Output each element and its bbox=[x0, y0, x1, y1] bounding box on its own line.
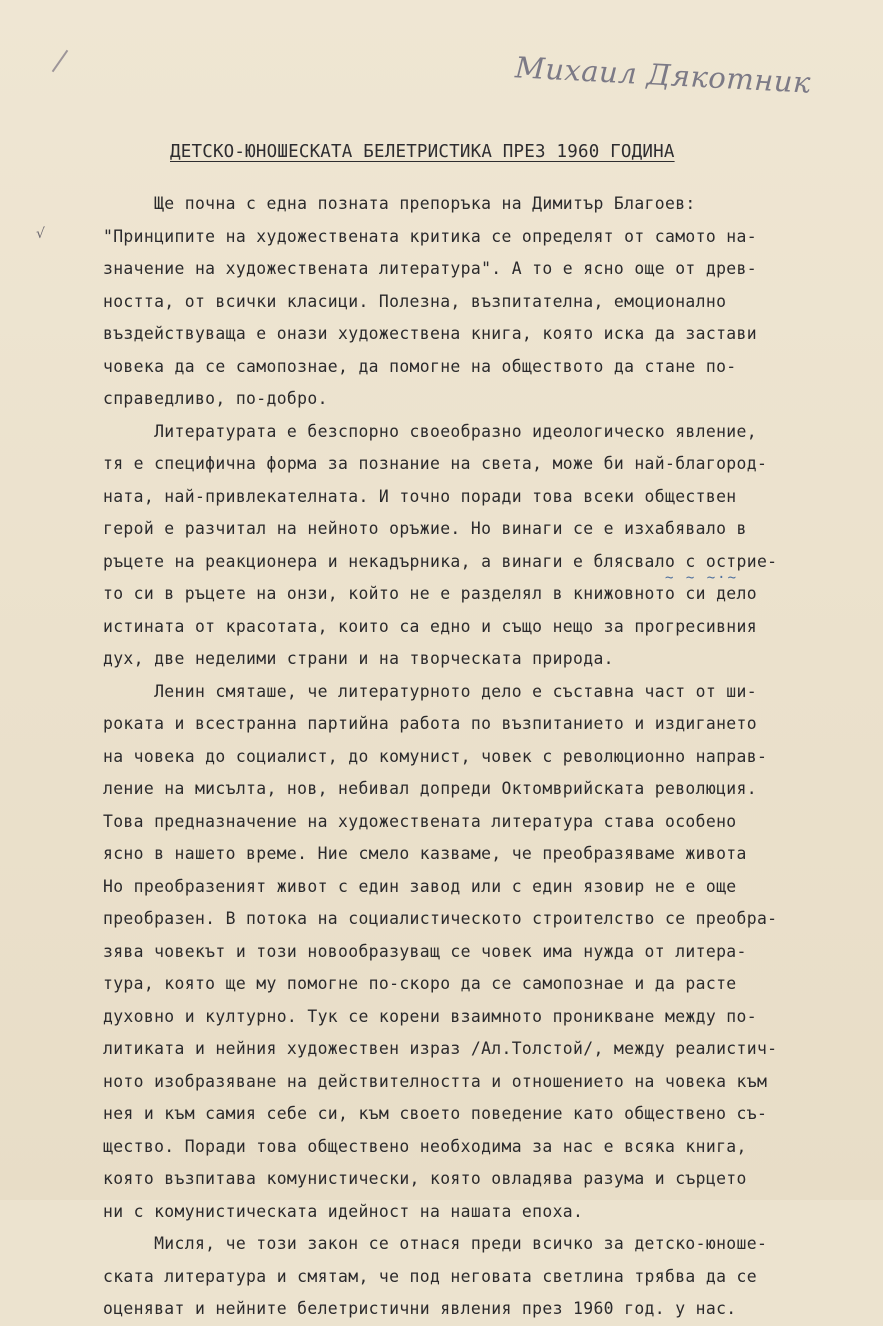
text-line: Мисля, че този закон се отнася преди всичко за детско-юноше- bbox=[103, 1234, 768, 1253]
text-line: човека да се самопознае, да помогне на обществото да стане по- bbox=[103, 356, 737, 376]
text-line: на човека до социалист, до комунист, човек с революционно направ- bbox=[103, 746, 768, 766]
text-line: герой е разчитал на нейното оръжие. Но винаги се е изхабявало в bbox=[103, 519, 747, 538]
ink-scribble-mark: ~ ~ ~·~ bbox=[665, 570, 739, 586]
text-line: ление на мисълта, нов, небивал допреди Октомврийската революция. bbox=[103, 779, 757, 798]
text-line: щество. Поради това обществено необходима за нас е всяка книга, bbox=[103, 1136, 747, 1156]
text-line: ръцете на реакционера и некадърника, а винаги е блясвало с острие- bbox=[103, 551, 778, 571]
text-line: Това предназначение на художествената литература става особено bbox=[103, 811, 737, 831]
text-line: която възпитава комунистически, която овладява разума и сърцето bbox=[103, 1169, 747, 1188]
text-line: Ще почна с една позната препоръка на Димитър Благоев: bbox=[103, 194, 696, 213]
text-line: зява човекът и този новообразуващ се човек има нужда от литера- bbox=[103, 941, 747, 961]
document-title: ДЕТСКО-ЮНОШЕСКАТА БЕЛЕТРИСТИКА ПРЕЗ 1960 ГОДИНА bbox=[170, 142, 675, 162]
text-line: роката и всестранна партийна работа по възпитанието и издигането bbox=[103, 714, 757, 733]
text-line: Но преобразеният живот с един завод или с един язовир не е още bbox=[103, 876, 737, 896]
text-line: ната, най-привлекателната. И точно поради това всеки обществен bbox=[103, 486, 737, 506]
text-line: то си в ръцете на онзи, който не е разделял в книжовното си дело bbox=[103, 584, 757, 603]
text-line: нея и към самия себе си, към своето поведение като обществено съ- bbox=[103, 1104, 768, 1123]
text-line: Ленин смяташе, че литературното дело е съставна част от ши- bbox=[103, 681, 757, 701]
text-line: ността, от всички класици. Полезна, възпитателна, емоционално bbox=[103, 291, 727, 311]
text-line: ясно в нашето време. Ние смело казваме, че преобразяваме живота bbox=[103, 844, 747, 863]
text-line: справедливо, по-добро. bbox=[103, 389, 328, 408]
text-line: тура, която ще му помогне по-скоро да се самопознае и да расте bbox=[103, 974, 737, 993]
margin-check-mark: √ bbox=[36, 226, 45, 242]
text-line: въздействуваща е онази художествена книга, която иска да застави bbox=[103, 324, 757, 343]
text-line: оценяват и нейните белетристични явления през 1960 год. у нас. bbox=[103, 1299, 737, 1318]
document-body bbox=[103, 188, 833, 1326]
handwritten-signature: Михаил Дякотник bbox=[514, 50, 812, 100]
text-line: значение на художествената литература". А то е ясно още от древ- bbox=[103, 259, 757, 278]
text-line: духовно и културно. Тук се корени взаимното проникване между по- bbox=[103, 1006, 757, 1026]
text-line: Литературата е безспорно своеобразно идеологическо явление, bbox=[103, 421, 757, 441]
pen-stroke-mark bbox=[52, 50, 69, 72]
text-line: преобразен. В потока на социалистическото строителство се преобра- bbox=[103, 909, 778, 928]
text-line: литиката и нейния художествен израз /Ал.Толстой/, между реалистич- bbox=[103, 1039, 778, 1058]
text-line: ното изобразяване на действителността и отношението на човека към bbox=[103, 1071, 768, 1091]
text-line: ни с комунистическата идейност на нашата епоха. bbox=[103, 1201, 584, 1221]
text-line: истината от красотата, които са едно и също нещо за прогресивния bbox=[103, 616, 757, 636]
text-line: тя е специфична форма за познание на света, може би най-благород- bbox=[103, 454, 768, 473]
text-line: дух, две неделими страни и на творческата природа. bbox=[103, 649, 614, 668]
text-line: ската литература и смятам, че под неговата светлина трябва да се bbox=[103, 1266, 757, 1286]
text-line: "Принципите на художествената критика се определят от самото на- bbox=[103, 226, 757, 246]
